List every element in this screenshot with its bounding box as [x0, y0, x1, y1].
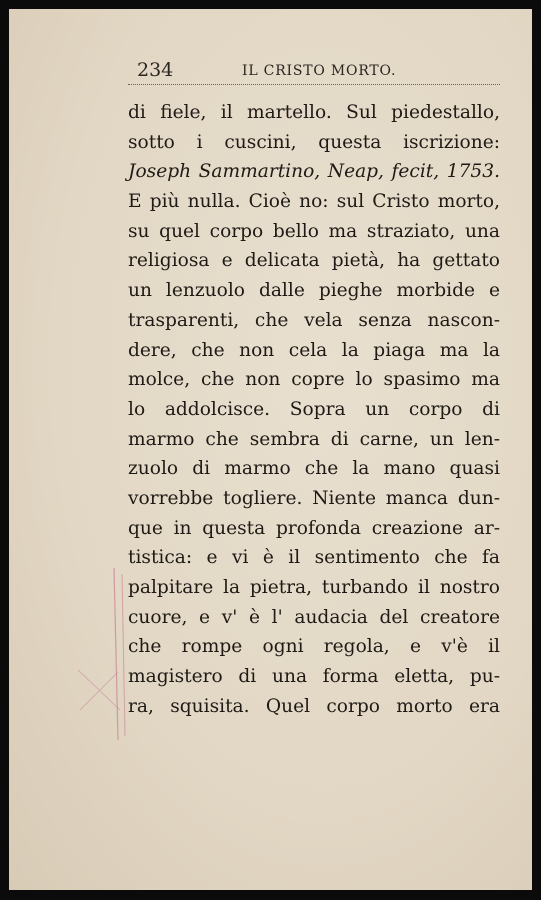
header-rule [128, 84, 500, 85]
text-line: religiosa e delicata pietà, ha gettato [128, 250, 500, 272]
text-line: molce, che non copre lo spasimo ma [128, 369, 500, 391]
text-line: su quel corpo bello ma straziato, una [128, 220, 500, 242]
text-line: dere, che non cela la piaga ma la [128, 339, 500, 361]
text-line: di fiele, il martello. Sul piedestallo, [128, 102, 500, 123]
text-line: magistero di una forma eletta, pu- [128, 666, 500, 688]
text-line: que in questa profonda creazione ar- [128, 517, 500, 539]
text-line: un lenzuolo dalle pieghe morbide e [128, 280, 500, 302]
running-title: IL CRISTO MORTO. [242, 63, 397, 79]
text-line: sotto i cuscini, questa iscrizione: [128, 131, 500, 153]
body-text [128, 98, 500, 721]
text-line: vorrebbe togliere. Niente manca dun- [128, 487, 500, 509]
text-line: E più nulla. Cioè no: sul Cristo morto, [128, 191, 500, 213]
text-line: palpitare la pietra, turbando il nostro [128, 577, 500, 598]
page-number: 234 [137, 59, 174, 81]
text-line: ra, squisita. Quel corpo morto era [128, 695, 500, 717]
text-line: che rompe ogni regola, e v'è il [128, 636, 500, 658]
text-line: marmo che sembra di carne, un len- [128, 428, 500, 450]
text-line: lo addolcisce. Sopra un corpo di [128, 398, 500, 420]
text-line: zuolo di marmo che la mano quasi [128, 458, 500, 480]
text-line-inscription: Joseph Sammartino, Neap, fecit, 1753. [128, 161, 500, 183]
text-line: trasparenti, che vela senza nascon- [128, 309, 500, 331]
text-line: cuore, e v' è l' audacia del creatore [128, 606, 500, 628]
text-line: tistica: e vi è il sentimento che fa [128, 547, 500, 569]
